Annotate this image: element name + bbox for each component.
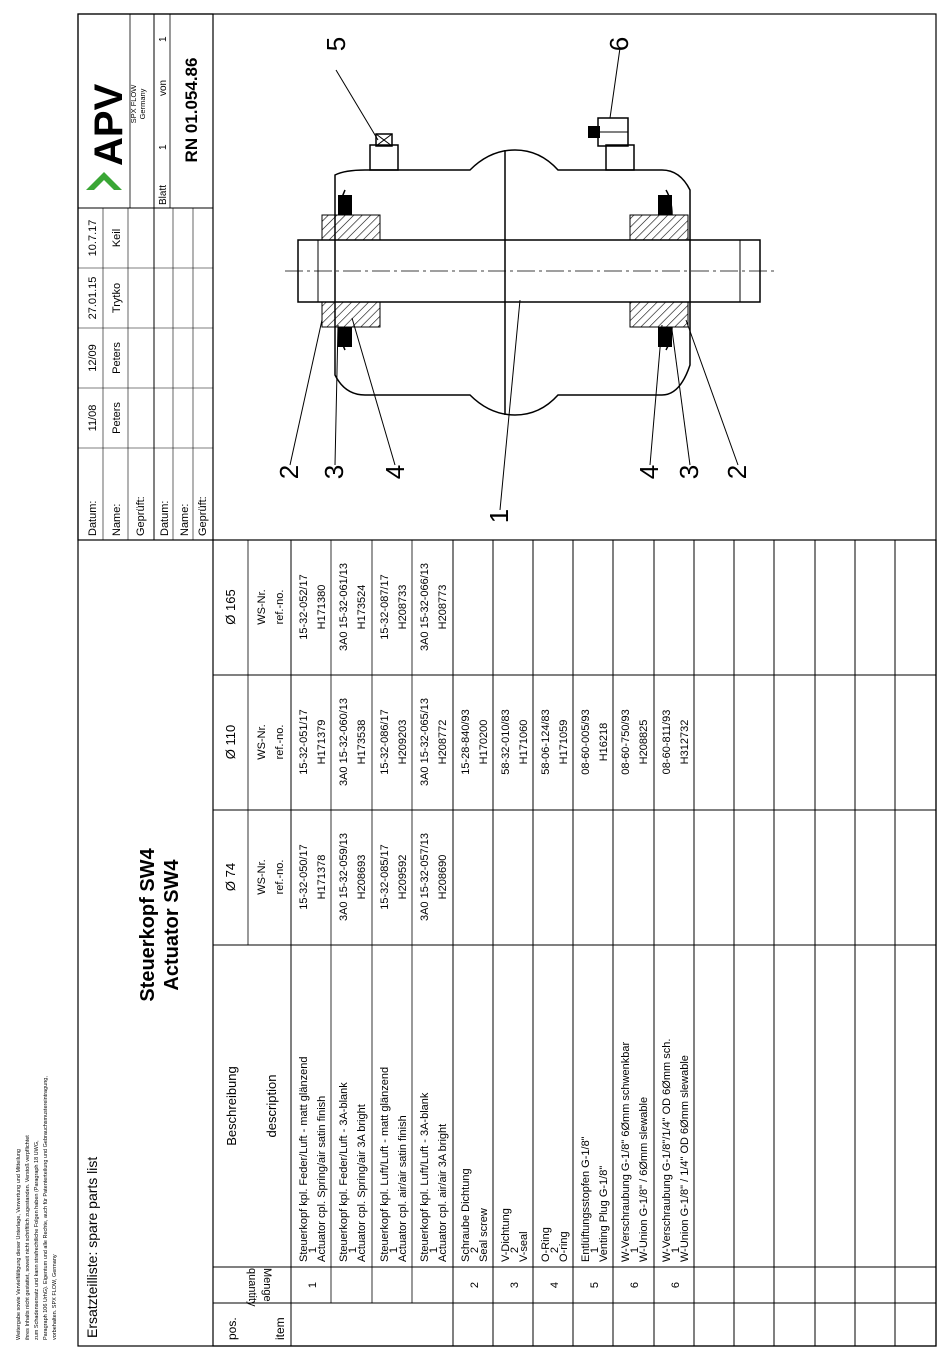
row-description-en: Venting Plug G-1/8" <box>598 1165 610 1262</box>
row-ref-code: H312732 <box>679 719 691 765</box>
row-ref-no: 3A0 15-32-060/13 <box>338 697 350 787</box>
row-ref-code: H208825 <box>638 719 650 765</box>
row-pos: 3 <box>509 1281 521 1289</box>
row-ref-no: 3A0 15-32-059/13 <box>338 832 350 922</box>
drawing-title-en: Actuator SW4 <box>161 859 183 991</box>
sheet-label: Blatt <box>158 184 169 205</box>
row-ref-no: 15-32-050/17 <box>298 844 310 910</box>
table-rows <box>298 563 691 1288</box>
apv-logo <box>86 83 147 190</box>
row-description-de: Steuerkopf kpl. Feder/Luft - 3A-blank <box>338 1082 350 1262</box>
header-size-165: Ø 165 <box>223 589 238 625</box>
row-ref-code: H171059 <box>558 719 570 765</box>
row-ref-no: 58-06-124/83 <box>540 709 552 775</box>
legal-note-line: ihres Inhalts nicht gestattet, soweit nicht schriftlich zugestanden. Verstoß verpflichtet <box>25 1135 31 1340</box>
row-description-de: Steuerkopf kpl. Feder/Luft - matt glänzend <box>298 1056 310 1262</box>
revision-date: 11/08 <box>87 404 99 432</box>
header-size-110: Ø 110 <box>223 724 238 760</box>
header-ref-de: WS-Nr. <box>256 859 268 895</box>
row-ref-code: H208693 <box>356 854 368 900</box>
row-ref-no: 15-32-086/17 <box>379 709 391 775</box>
row-description-de: W-Verschraubung G-1/8" 6Ømm schwenkbar <box>620 1041 632 1262</box>
drawing-title-de: Steuerkopf SW4 <box>137 848 159 1002</box>
row-ref-code: H171379 <box>316 719 328 765</box>
callout-number: 2 <box>274 464 304 480</box>
title-block-text <box>86 36 209 536</box>
row-ref-no: 08-60-750/93 <box>620 709 632 775</box>
row-pos: 4 <box>549 1281 561 1289</box>
row-qty: 1 <box>347 1246 359 1254</box>
row-qty: 1 <box>670 1246 682 1254</box>
row-description-en: Actuator cpl. Spring/air 3A bright <box>356 1104 368 1262</box>
legal-note-line: zum Schadensersatz und kann strafrechtliche Folgen haben (Paragraph 18 UWG, <box>34 1140 40 1340</box>
sheet-of: von <box>158 79 169 96</box>
label-checked: Geprüft: <box>197 496 209 536</box>
drawing-number: RN 01.054.86 <box>182 57 201 163</box>
row-ref-no: 08-60-811/93 <box>661 709 673 775</box>
callout-number: 5 <box>321 36 351 52</box>
label-date: Datum: <box>159 500 171 536</box>
company-name: APV <box>87 83 131 166</box>
revision-name: Trytko <box>111 282 123 314</box>
row-description-de: Schraube Dichtung <box>460 1168 472 1262</box>
label-name: Name: <box>111 503 123 536</box>
row-qty: 2 <box>509 1246 521 1254</box>
row-ref-code: H171060 <box>518 719 530 765</box>
row-description-en: Actuator cpl. Spring/air satin finish <box>316 1095 328 1262</box>
row-description-en: Actuator cpl. air/air satin finish <box>397 1115 409 1262</box>
row-ref-no: 15-32-087/17 <box>379 574 391 640</box>
row-ref-no: 15-32-052/17 <box>298 574 310 640</box>
revision-name: Peters <box>111 342 123 374</box>
label-date: Datum: <box>87 500 99 536</box>
row-description-en: V-seal <box>518 1231 530 1262</box>
header-ref-de: WS-Nr. <box>256 589 268 625</box>
row-description-en: Actuator cpl. air/air 3A bright <box>437 1123 449 1262</box>
row-qty: 1 <box>307 1246 319 1254</box>
row-ref-code: H208772 <box>437 719 449 765</box>
row-ref-code: H208690 <box>437 854 449 900</box>
row-ref-code: H208773 <box>437 584 449 630</box>
row-description-en: O-ring <box>558 1231 570 1262</box>
actuator-drawing <box>285 118 775 415</box>
header-pos: pos. <box>225 1317 239 1340</box>
row-ref-no: 58-32-010/83 <box>500 709 512 775</box>
row-qty: 2 <box>469 1246 481 1254</box>
row-ref-code: H209203 <box>397 719 409 765</box>
company-sub: Germany <box>138 88 147 120</box>
row-ref-code: H173524 <box>356 584 368 630</box>
callout-number: 2 <box>722 464 752 480</box>
row-ref-code: H208733 <box>397 584 409 630</box>
sheet-number: 1 <box>158 144 169 150</box>
callout-number: 3 <box>674 464 704 480</box>
row-ref-no: 3A0 15-32-057/13 <box>419 832 431 922</box>
header-ref-en: ref.-no. <box>274 859 286 895</box>
row-description-de: V-Dichtung <box>500 1208 512 1262</box>
row-ref-no: 3A0 15-32-061/13 <box>338 562 350 652</box>
callout-number: 4 <box>380 464 410 480</box>
revision-name: Peters <box>111 402 123 434</box>
header-item: item <box>273 1317 287 1340</box>
company-sub: SPX FLOW <box>129 84 138 124</box>
header-qty-de: Menge <box>261 1268 273 1302</box>
row-description-de: Steuerkopf kpl. Luft/Luft - matt glänzend <box>379 1066 391 1262</box>
row-ref-no: 15-28-840/93 <box>460 709 472 775</box>
row-qty: 1 <box>388 1246 400 1254</box>
row-qty: 2 <box>549 1246 561 1254</box>
callout-number: 1 <box>484 508 514 524</box>
row-ref-code: H171380 <box>316 584 328 630</box>
header-description-en: description <box>264 1074 279 1138</box>
row-description-en: W-Union G-1/8" / 6Ømm slewable <box>638 1096 650 1262</box>
row-ref-no: 3A0 15-32-065/13 <box>419 697 431 787</box>
row-ref-no: 3A0 15-32-066/13 <box>419 562 431 652</box>
table-header <box>223 589 287 1340</box>
callout-number: 4 <box>634 464 664 480</box>
label-name: Name: <box>179 503 191 536</box>
header-ref-de: WS-Nr. <box>256 724 268 760</box>
leader-lines <box>290 48 738 510</box>
row-ref-no: 15-32-085/17 <box>379 844 391 910</box>
legal-note-line: vorbehalten. SPX FLOW, Germany <box>52 1254 58 1340</box>
header-size-74: Ø 74 <box>223 862 238 892</box>
row-pos: 6 <box>670 1281 682 1289</box>
row-description-de: W-Verschraubung G-1/8"/1/4" OD 6Ømm sch. <box>661 1038 673 1262</box>
row-ref-code: H16218 <box>598 722 610 762</box>
row-ref-code: H170200 <box>478 719 490 765</box>
callout-number: 3 <box>319 464 349 480</box>
row-pos: 5 <box>589 1281 601 1289</box>
row-description-de: O-Ring <box>540 1227 552 1262</box>
revision-date: 27.01.15 <box>87 276 99 320</box>
row-pos: 2 <box>469 1281 481 1289</box>
row-description-en: Seal screw <box>478 1208 490 1262</box>
spare-parts-list-title: Ersatzteilliste: spare parts list <box>84 1156 100 1338</box>
callouts <box>274 37 752 523</box>
row-description-en: W-Union G-1/8" / 1/4" OD 6Ømm slewable <box>679 1055 691 1262</box>
header-description-de: Beschreibung <box>224 1066 239 1146</box>
revision-name: Keil <box>111 228 123 248</box>
legal-note <box>16 1076 58 1340</box>
label-checked: Geprüft: <box>135 496 147 536</box>
row-qty: 1 <box>428 1246 440 1254</box>
row-ref-no: 08-60-005/93 <box>580 709 592 775</box>
row-description-de: Steuerkopf kpl. Luft/Luft - 3A-blank <box>419 1092 431 1262</box>
logo-chevron-icon <box>86 172 122 190</box>
header-qty-en: quantity <box>246 1268 258 1307</box>
row-ref-code: H209592 <box>397 854 409 900</box>
legal-note-line: Paragraph 106 UrhG). Eigentum und alle Rechte, auch für Patenterteilung und Gebrauchsmustereintragung, <box>43 1076 49 1340</box>
sheet-border <box>78 14 936 1346</box>
header-ref-en: ref.-no. <box>274 589 286 625</box>
revision-date: 12/09 <box>87 344 99 372</box>
row-ref-no: 15-32-051/17 <box>298 709 310 775</box>
sheet-total: 1 <box>158 36 169 42</box>
revision-date: 10.7.17 <box>87 219 99 257</box>
header-ref-en: ref.-no. <box>274 724 286 760</box>
row-pos: 6 <box>629 1281 641 1289</box>
row-description-de: Entlüftungsstopfen G-1/8" <box>580 1136 592 1262</box>
row-ref-code: H173538 <box>356 719 368 765</box>
row-ref-code: H171378 <box>316 854 328 900</box>
row-qty: 1 <box>629 1246 641 1254</box>
row-qty: 1 <box>589 1246 601 1254</box>
row-pos: 1 <box>307 1281 319 1289</box>
legal-note-line: Weitergabe sowie Vervielfältigung dieser Unterlage, Verwertung und Mitteilung <box>16 1149 22 1340</box>
callout-number: 6 <box>604 36 634 52</box>
